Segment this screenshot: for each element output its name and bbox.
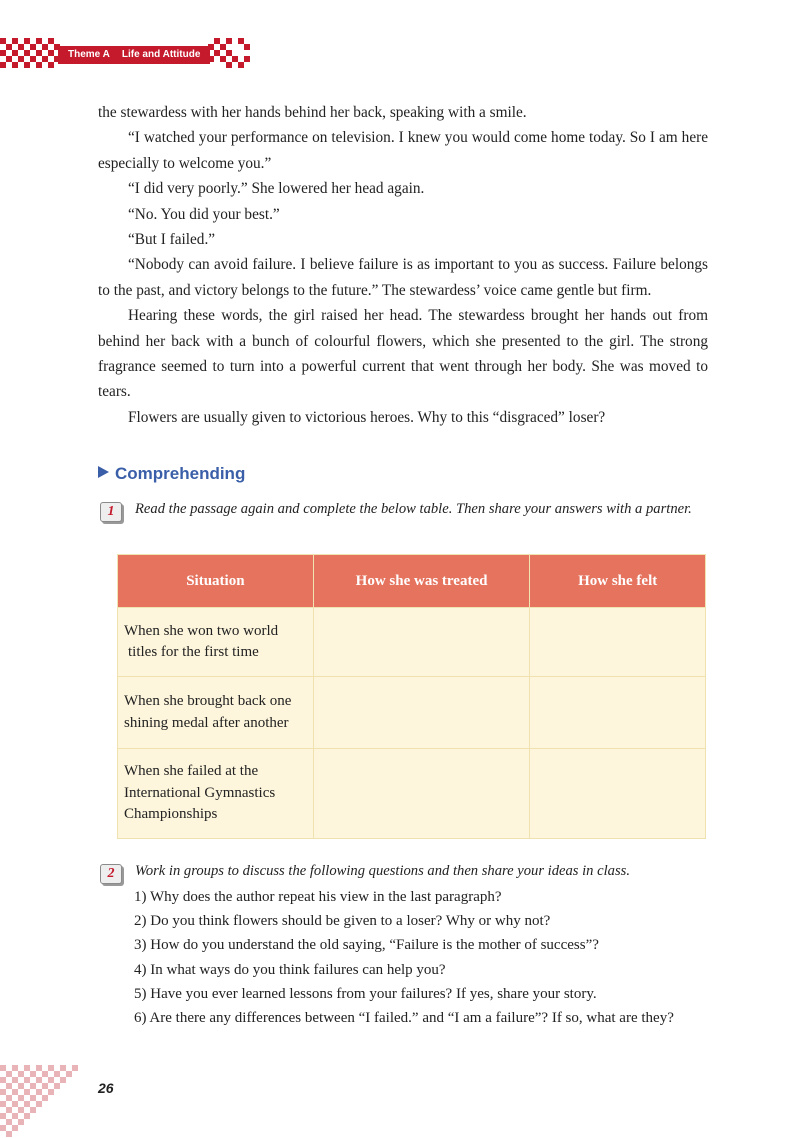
theme-tab: [58, 46, 210, 64]
situation-line: When she won two world: [124, 622, 279, 639]
pixel-square: [48, 1089, 54, 1095]
pixel-square: [36, 1101, 42, 1107]
situation-cell: [118, 677, 314, 749]
situation-line: Championships: [124, 806, 218, 823]
paragraph: “I watched your performance on television. I knew you would come home today. So I am here especially to welcome you.”: [98, 129, 708, 172]
paragraph: “I did very poorly.” She lowered her head again.: [128, 180, 425, 198]
pixel-square: [72, 1065, 78, 1071]
pixel-square: [12, 1125, 18, 1131]
pixel-square: [244, 44, 250, 50]
task1-instruction: Read the passage again and complete the below table. Then share your answers with a partner.: [135, 501, 692, 517]
list-item: 5) Have you ever learned lessons from your failures? If yes, share your story.: [134, 985, 597, 1002]
theme-label: Theme A: [68, 49, 110, 60]
situation-line: When she failed at the: [124, 763, 259, 780]
theme-title: Life and Attitude: [121, 49, 201, 60]
pixel-square: [244, 56, 250, 62]
felt-answer-cell[interactable]: [530, 677, 706, 749]
paragraph: Hearing these words, the girl raised her head. The stewardess brought her hands out from behind her back with a bunch of colourful flowers, which she presented to the girl. The strong fragrance seemed to turn into a powerful current that went through her body. She was moved to tears.: [98, 307, 708, 401]
pixel-square: [60, 1077, 66, 1083]
pixel-square: [12, 62, 18, 68]
situation-line: titles for the first time: [128, 644, 259, 660]
task2-instruction: Work in groups to discuss the following questions and then share your ideas in class.: [135, 863, 630, 879]
pixel-square: [42, 1095, 48, 1101]
triangle-bullet-icon: [98, 466, 109, 478]
felt-answer-cell[interactable]: [530, 608, 706, 677]
treated-answer-cell[interactable]: [313, 749, 530, 839]
pixel-square: [6, 1131, 12, 1137]
treated-answer-cell[interactable]: [313, 608, 530, 677]
situation-line: International Gymnastics: [124, 784, 276, 801]
table-row: [118, 677, 706, 749]
page-number: 26: [98, 1080, 114, 1096]
paragraph: the stewardess with her hands behind her back, speaking with a smile.: [98, 104, 527, 121]
paragraph: “Nobody can avoid failure. I believe failure is as important to you as success. Failure belongs to the past, and victory belongs to the future.” The stewardess’ voice came gentle but firm.: [98, 256, 708, 299]
pixel-square: [36, 62, 42, 68]
paragraph: Flowers are usually given to victorious heroes. Why to this “disgraced” loser?: [128, 408, 606, 426]
table-row: [118, 749, 706, 839]
situation-line: shining medal after another: [124, 714, 289, 731]
passage: [98, 100, 708, 430]
pixel-square: [48, 62, 54, 68]
situation-line: When she brought back one: [124, 693, 292, 709]
paragraph: “No. You did your best.”: [128, 205, 280, 223]
paragraph: “But I failed.”: [128, 231, 216, 249]
table-header-row: [118, 555, 706, 608]
column-header: How she was treated: [313, 555, 530, 608]
list-item: 6) Are there any differences between “I failed.” and “I am a failure”? If so, what are they?: [134, 1010, 674, 1027]
situation-cell: [118, 608, 314, 677]
pixel-square: [226, 38, 232, 44]
pixel-square: [30, 1107, 36, 1113]
task-number-badge: 1: [100, 502, 122, 522]
pixel-square: [18, 1119, 24, 1125]
list-item: 1) Why does the author repeat his view in the last paragraph?: [134, 889, 502, 905]
section-heading: [98, 464, 245, 484]
list-item: 2) Do you think flowers should be given to a loser? Why or why not?: [134, 913, 551, 930]
list-item: 3) How do you understand the old saying, “Failure is the mother of success”?: [134, 937, 599, 954]
situation-cell: [118, 749, 314, 839]
pixel-square: [0, 62, 6, 68]
pixel-square: [66, 1071, 72, 1077]
column-header: How she felt: [530, 555, 706, 608]
footer-pixel-pattern: [0, 1065, 100, 1138]
treated-answer-cell[interactable]: [313, 677, 530, 749]
felt-answer-cell[interactable]: [530, 749, 706, 839]
comprehension-table: [117, 554, 706, 839]
table-row: [118, 608, 706, 677]
list-item: 4) In what ways do you think failures can help you?: [134, 961, 446, 978]
question-list: [134, 885, 674, 1030]
task-number-badge: 2: [100, 864, 122, 884]
pixel-square: [24, 62, 30, 68]
section-title: Comprehending: [115, 464, 246, 483]
pixel-square: [226, 62, 232, 68]
pixel-square: [54, 1083, 60, 1089]
pixel-square: [238, 62, 244, 68]
column-header: Situation: [118, 555, 314, 608]
pixel-square: [24, 1113, 30, 1119]
